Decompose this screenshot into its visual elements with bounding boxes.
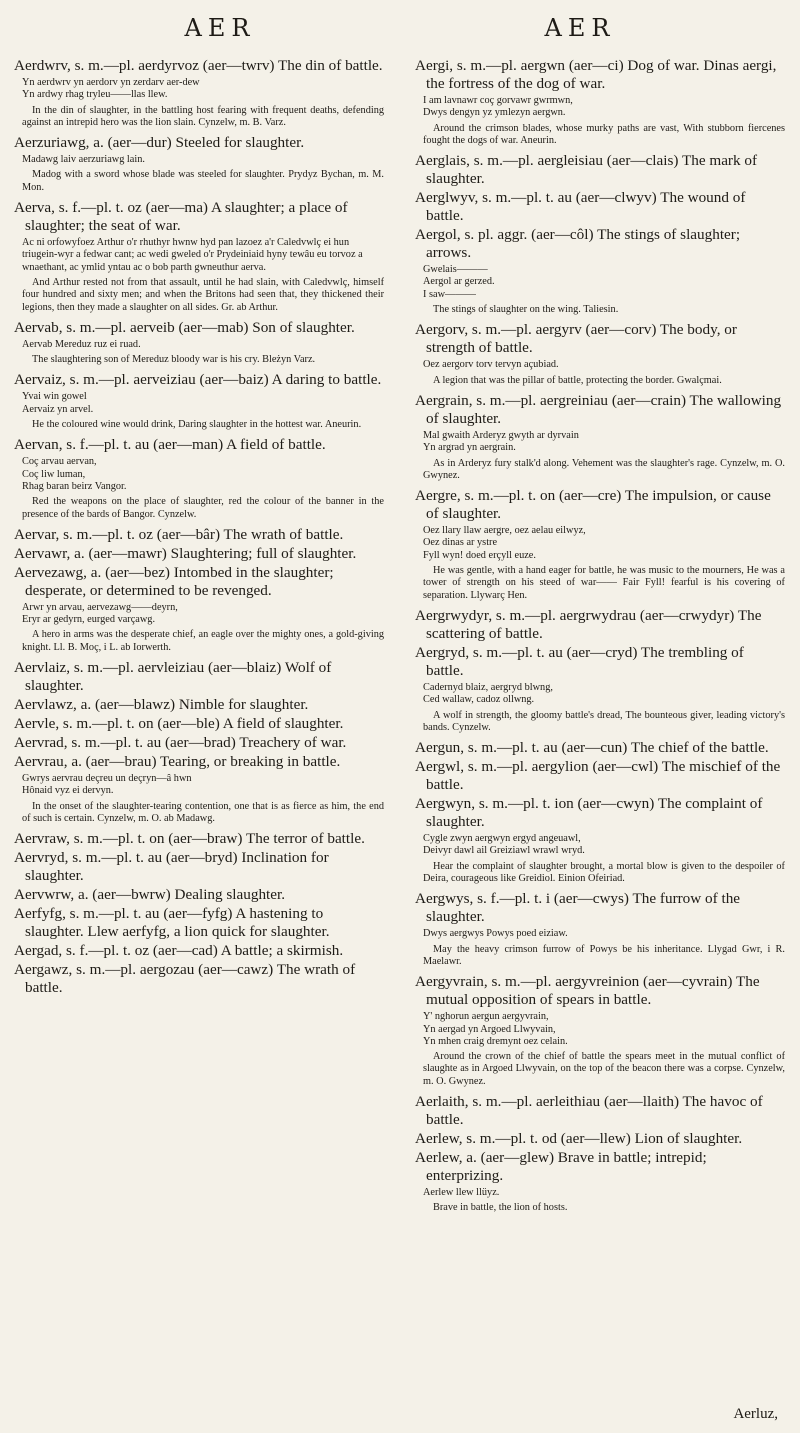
- dictionary-gloss: The slaughtering son of Mereduz bloody war is his cry. Bleżyn Varz.: [32, 354, 316, 366]
- dictionary-quote: Cygle zwyn aergwyn ergyd angeuawl, Deivyr dawl ail Greiziawl wrawl wryd.: [423, 833, 585, 857]
- dictionary-entry: Aervraw, s. m.—pl. t. on (aer—braw) The terror of battle.: [14, 830, 365, 848]
- dictionary-gloss: Around the crimson blades, whose murky paths are vast, With stubborn fiercenes fought the dogs of war. Aneurin.: [423, 122, 785, 146]
- dictionary-entry: Aervar, s. m.—pl. t. oz (aer—bâr) The wrath of battle.: [14, 525, 344, 543]
- dictionary-entry: Aerlaith, s. m.—pl. aerleithiau (aer—llaith) The havoc of battle.: [415, 1092, 763, 1128]
- right-running-head: AER: [544, 14, 616, 42]
- dictionary-quote: Coç arvau aervan, Coç liw luman, Rhag baran beirz Vangor.: [22, 456, 127, 492]
- dictionary-gloss: Around the crown of the chief of battle the spears meet in the mutual conflict of slaughte as in Argoed Llwyvain, on the top of the beacon there was a corpse. Cynzelw, m. O. Gwynez.: [423, 1051, 785, 1087]
- dictionary-entry: Aervlawz, a. (aer—blawz) Nimble for slaughter.: [14, 696, 309, 714]
- dictionary-entry: Aervrad, s. m.—pl. t. au (aer—brad) Treachery of war.: [14, 734, 347, 752]
- dictionary-entry: Aerdwrv, s. m.—pl. aerdyrvoz (aer—twrv) The din of battle.: [14, 57, 383, 74]
- dictionary-entry: Aerlew, a. (aer—glew) Brave in battle; intrepid; enterprizing.: [415, 1148, 707, 1184]
- dictionary-entry: Aervwrw, a. (aer—bwrw) Dealing slaughter.: [14, 886, 286, 904]
- dictionary-gloss: And Arthur rested not from that assault, until he had slain, with Caledvwlç, himself four hundred and sixty men; and when the Britons had seen that, they thickened their legions, then they made a slaughter on all sides. Gr. ab Arthur.: [22, 276, 384, 313]
- dictionary-entry: Aerlew, s. m.—pl. t. od (aer—llew) Lion of slaughter.: [415, 1129, 743, 1147]
- dictionary-entry: Aervawr, a. (aer—mawr) Slaughtering; full of slaughter.: [14, 544, 357, 562]
- dictionary-entry: Aergrwydyr, s. m.—pl. aergrwydrau (aer—crwydyr) The scattering of battle.: [415, 606, 762, 642]
- dictionary-entry: Aergwyn, s. m.—pl. t. ion (aer—cwyn) The complaint of slaughter.: [415, 795, 763, 831]
- dictionary-gloss: Hear the complaint of slaughter brought, a mortal blow is given to the despoiler of Deira, courageous like Greidiol. Einion Ofeiriad.: [423, 860, 785, 885]
- dictionary-gloss: Red the weapons on the place of slaughter, red the colour of the banner in the presence of the bards of Bangor. Cynzelw.: [22, 496, 384, 520]
- dictionary-entry: Aergyvrain, s. m.—pl. aergyvreinion (aer—cyvrain) The mutual opposition of spears in battle.: [415, 973, 760, 1009]
- dictionary-quote: Ac ni orfowyfoez Arthur o'r rhuthyr hwnw hyd pan lazoez a'r Caledvwlç ei hun triugein-wyr a fedwar cant; ac wedi gweled o'r Prydeiniaid hyny tewâu eu torvoz a wnaethant, ac ymlid yntau ac o bob parth gwneuthur aerva.: [22, 237, 363, 273]
- dictionary-quote: Oez llary llaw aergre, oez aelau eilwyz, Oez dinas ar ystre Fyll wyn! doed erçyll euze.: [423, 525, 586, 561]
- dictionary-gloss: A wolf in strength, the gloomy battle's dread, The bounteous giver, leading victory's bands. Cynzelw.: [423, 709, 785, 733]
- dictionary-quote: Aerlew llew llüyz.: [423, 1186, 500, 1198]
- dictionary-entry: Aerglwyv, s. m.—pl. t. au (aer—clwyv) The wound of battle.: [415, 189, 746, 225]
- dictionary-entry: Aergryd, s. m.—pl. t. au (aer—cryd) The trembling of battle.: [415, 643, 744, 679]
- dictionary-gloss: He was gentle, with a hand eager for battle, he was music to the mourners, He was a tower of strength on his steed of war—— Fair Fyll! fearful is his covering of separation. Llywarç Hen.: [423, 565, 785, 601]
- dictionary-quote: Gwelais——— Aergol ar gerzed. I saw———: [423, 264, 495, 300]
- dictionary-quote: Cadernyd blaiz, aergryd blwng, Ced wallaw, cadoz ollwng.: [423, 681, 553, 706]
- dictionary-entry: Aervab, s. m.—pl. aerveib (aer—mab) Son of slaughter.: [14, 318, 355, 336]
- dictionary-quote: Mal gwaith Arderyz gwyth ar dyrvain Yn argrad yn aergrain.: [423, 429, 579, 454]
- dictionary-quote: Gwrys aervrau deçreu un deçryn—â hwn Hônaid vyz ei dervyn.: [22, 773, 192, 797]
- dictionary-entry: Aergorv, s. m.—pl. aergyrv (aer—corv) The body, or strength of battle.: [415, 321, 737, 357]
- dictionary-quote: Madawg laiv aerzuriawg lain.: [22, 154, 145, 166]
- dictionary-gloss: The stings of slaughter on the wing. Taliesin.: [433, 304, 619, 316]
- dictionary-quote: Yvai win gowel Aervaiz yn arvel.: [22, 391, 94, 415]
- dictionary-gloss: Brave in battle, the lion of hosts.: [433, 1202, 568, 1214]
- left-column: [14, 57, 384, 1427]
- dictionary-entry: Aerglais, s. m.—pl. aergleisiau (aer—clais) The mark of slaughter.: [415, 152, 758, 188]
- dictionary-gloss: May the heavy crimson furrow of Powys be his inheritance. Llygad Gwr, i R. Maelawr.: [423, 943, 785, 967]
- dictionary-quote: Arwr yn arvau, aervezawg——deyrn, Eryr ar gedyrn, eurged varçawg.: [22, 601, 178, 626]
- catchword: Aerluz,: [733, 1406, 778, 1422]
- dictionary-entry: Aervrau, a. (aer—brau) Tearing, or breaking in battle.: [14, 753, 341, 771]
- dictionary-gloss: In the din of slaughter, in the battling host fearing with frequent deaths, defending against an intrepid hero was the lion slain. Cynzelw, m. B. Varz.: [22, 104, 384, 128]
- dictionary-gloss: A hero in arms was the desperate chief, an eagle over the mighty ones, a gold-giving knight. Ll. B. Moç, i L. ab Iorwerth.: [22, 629, 384, 653]
- dictionary-quote: Y' nghorun aergun aergyvrain, Yn aergad yn Argoed Llwyvain, Yn mhen craig dremynt oez celain.: [423, 1011, 568, 1047]
- dictionary-gloss: As in Arderyz fury stalk'd along. Vehement was the slaughter's rage. Cynzelw, m. O. Gwynez.: [423, 457, 785, 481]
- dictionary-entry: Aergwys, s. f.—pl. t. i (aer—cwys) The furrow of the slaughter.: [415, 890, 741, 926]
- dictionary-entry: Aergrain, s. m.—pl. aergreiniau (aer—crain) The wallowing of slaughter.: [415, 391, 782, 427]
- dictionary-quote: Aervab Mereduz ruz ei ruad.: [22, 338, 141, 350]
- dictionary-entry: Aervryd, s. m.—pl. t. au (aer—bryd) Inclination for slaughter.: [14, 849, 329, 885]
- page-header: [0, 14, 800, 54]
- dictionary-quote: Oez aergorv torv tervyn açubiad.: [423, 359, 559, 371]
- dictionary-entry: Aergawz, s. m.—pl. aergozau (aer—cawz) The wrath of battle.: [14, 961, 356, 997]
- dictionary-gloss: He the coloured wine would drink, Daring slaughter in the hottest war. Aneurin.: [32, 419, 362, 431]
- dictionary-entry: Aergi, s. m.—pl. aergwn (aer—ci) Dog of war. Dinas aergi, the fortress of the dog of war.: [415, 57, 777, 92]
- dictionary-entry: Aerva, s. f.—pl. t. oz (aer—ma) A slaughter; a place of slaughter; the seat of war.: [14, 199, 348, 235]
- dictionary-entry: Aerfyfg, s. m.—pl. t. au (aer—fyfg) A hastening to slaughter. Llew aerfyfg, a lion quick for slaughter.: [14, 905, 330, 941]
- dictionary-quote: I am lavnawr coç gorvawr gwrmwn, Dwys dengyn yz ymlezyn aergwn.: [423, 95, 573, 119]
- dictionary-gloss: A legion that was the pillar of battle, protecting the border. Gwalçmai.: [433, 374, 722, 386]
- dictionary-gloss: In the onset of the slaughter-tearing contention, one that is as fierce as him, the end of such is certain. Cynzelw, m. O. ab Madawg.: [22, 800, 384, 824]
- left-running-head: AER: [184, 14, 256, 42]
- dictionary-entry: Aerzuriawg, a. (aer—dur) Steeled for slaughter.: [14, 134, 305, 152]
- dictionary-gloss: Madog with a sword whose blade was steeled for slaughter. Prydyz Bychan, m. M. Mon.: [22, 169, 384, 193]
- right-column: [415, 57, 785, 1427]
- dictionary-entry: Aervaiz, s. m.—pl. aerveiziau (aer—baiz) A daring to battle.: [14, 371, 382, 389]
- dictionary-entry: Aervezawg, a. (aer—bez) Intombed in the slaughter; desperate, or determined to be revenged.: [14, 563, 334, 599]
- dictionary-entry: Aergun, s. m.—pl. t. au (aer—cun) The chief of the battle.: [415, 739, 769, 757]
- dictionary-quote: Yn aerdwrv yn aerdorv yn zerdarv aer-dew Yn ardwy rhag tryleu——llas llew.: [22, 77, 200, 101]
- dictionary-entry: Aergre, s. m.—pl. t. on (aer—cre) The impulsion, or cause of slaughter.: [415, 487, 771, 523]
- dictionary-entry: Aervlaiz, s. m.—pl. aervleiziau (aer—blaiz) Wolf of slaughter.: [14, 659, 332, 695]
- dictionary-entry: Aergol, s. pl. aggr. (aer—côl) The stings of slaughter; arrows.: [415, 226, 741, 262]
- dictionary-quote: Dwys aergwys Powys poed eiziaw.: [423, 928, 568, 940]
- dictionary-entry: Aervan, s. f.—pl. t. au (aer—man) A field of battle.: [14, 436, 326, 454]
- dictionary-entry: Aervle, s. m.—pl. t. on (aer—ble) A field of slaughter.: [14, 715, 344, 733]
- dictionary-entry: Aergad, s. f.—pl. t. oz (aer—cad) A battle; a skirmish.: [14, 942, 344, 960]
- dictionary-entry: Aergwl, s. m.—pl. aergylion (aer—cwl) The mischief of the battle.: [415, 758, 781, 794]
